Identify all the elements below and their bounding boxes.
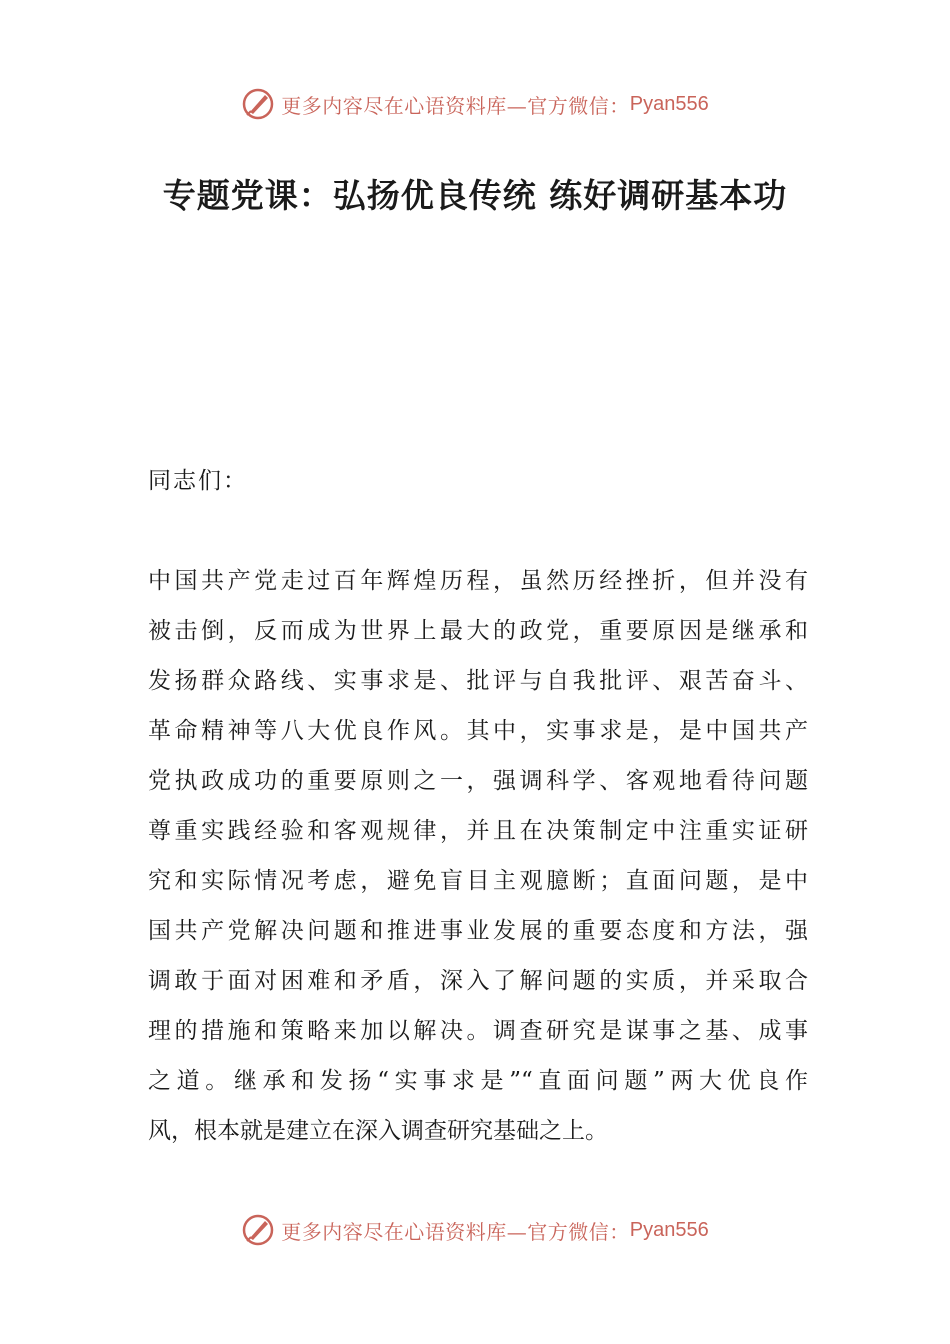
paragraph-line: 尊重实践经验和客观规律，并且在决策制定中注重实证研 bbox=[148, 818, 808, 844]
paragraph-line: 调敢于面对困难和矛盾，深入了解问题的实质，并采取合 bbox=[148, 968, 808, 994]
paragraph-line: 革命精神等八大优良作风。其中，实事求是，是中国共产 bbox=[148, 718, 808, 744]
watermark-wechat-id: Pyan556 bbox=[629, 92, 709, 115]
paragraph-line: 究和实际情况考虑，避免盲目主观臆断；直面问题，是中 bbox=[148, 868, 808, 894]
paragraph-line: 之道。继承和发扬“实事求是”“直面问题”两大优良作 bbox=[148, 1068, 808, 1094]
paragraph-line: 党执政成功的重要原则之一，强调科学、客观地看待问题 bbox=[148, 768, 808, 794]
body-paragraph bbox=[148, 556, 808, 1156]
greeting: 同志们： bbox=[148, 468, 248, 494]
document-title: 专题党课：弘扬优良传统 练好调研基本功 bbox=[162, 176, 788, 215]
watermark-wechat-id: Pyan556 bbox=[629, 1218, 709, 1241]
watermark-text: 更多内容尽在心语资料库—官方微信： bbox=[281, 1219, 630, 1244]
watermark-header bbox=[0, 84, 950, 124]
paragraph-line: 被击倒，反而成为世界上最大的政党，重要原因是继承和 bbox=[148, 618, 808, 644]
paragraph-line: 理的措施和策略来加以解决。调查研究是谋事之基、成事 bbox=[148, 1018, 808, 1044]
paragraph-line: 国共产党解决问题和推进事业发展的重要态度和方法，强 bbox=[148, 918, 808, 944]
paragraph-line: 中国共产党走过百年辉煌历程，虽然历经挫折，但并没有 bbox=[148, 568, 808, 594]
watermark-text: 更多内容尽在心语资料库—官方微信： bbox=[281, 93, 630, 118]
paragraph-line: 发扬群众路线、实事求是、批评与自我批评、艰苦奋斗、 bbox=[148, 668, 808, 694]
watermark-footer bbox=[0, 1210, 950, 1250]
quill-pen-logo-icon bbox=[241, 1213, 275, 1247]
paragraph-line: 风，根本就是建立在深入调查研究基础之上。 bbox=[148, 1118, 608, 1144]
quill-pen-logo-icon bbox=[241, 87, 275, 121]
